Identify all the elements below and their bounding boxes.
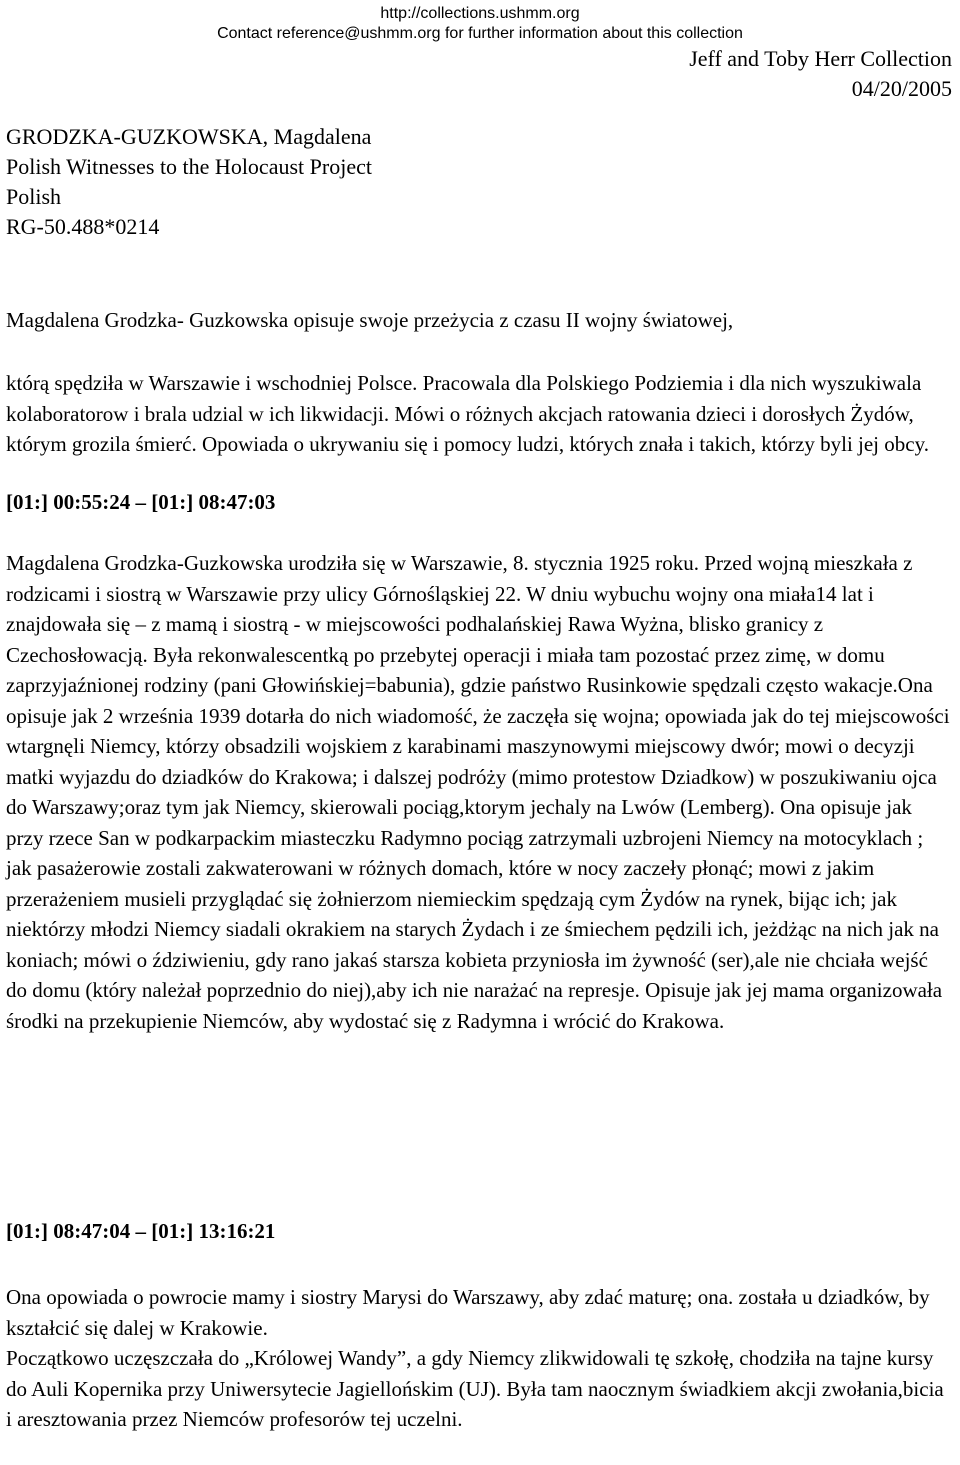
segment-timestamp: [01:] 00:55:24 – [01:] 08:47:03 — [6, 490, 276, 514]
interviewee-name: GRODZKA-GUZKOWSKA, Magdalena — [6, 124, 372, 149]
segment-paragraph: Magdalena Grodzka-Guzkowska urodziła się w Warszawie, 8. stycznia 1925 roku. Przed wojną mieszkała z rodzicami i siostrą w Warszawie przy ulicy Górnośląskiej 22. W dniu wybuchu wojny ona miała14 lat i znajdowała się – z mamą i siostrą - w miejscowości podhalańskiej Rawa Wyżna, blisko granicy z Czechosłowacją. Była rekonwalescentką po przebytej operacji i miała tam pozostać przez zimę, w domu zaprzyjaźnionej rodziny (pani Głowińskiej=babunia), gdzie państwo Rusinkowie spędzali często wakacje.Ona opisuje jak 2 września 1939 dotarła do nich wiadomość, że zaczęła się wojna; opowiada jak do tej miejscowości wtargnęli Niemcy, którzy obsadzili wojskiem z karabinami maszynowymi miejscowy dwór; mowi o decyzji matki wyjazdu do dziadków do Krakowa; i dalszej podróży (mimo protestow Dziadkow) w poszukiwaniu ojca do Warszawy;oraz tym jak Niemcy, skierowali pociąg,ktorym jechaly na Lwów (Lemberg). Ona opisuje jak przy rzece San w podkarpackim miasteczku Radymno pociąg zatrzymali uzbrojeni Niemcy na motocyklach ; jak pasażerowie zostali zakwaterowani w różnych domach, które w nocy zaczeły płonąć; mowi z jakim przerażeniem musieli przyglądać się żołnierzom niemieckim spędzają cym Żydów na rynek, bijąc ich; jak niektórzy młodzi Niemcy siadali okrakiem na starych Żydach i ze śmiechem pędzili ich, jeżdżąc na nich jak na koniach; mówi o ździwieniu, gdy rano jakaś starsza kobieta przyniosła im żywność (ser),ale nie chciała wejść do domu (który należał poprzednio do niej),aby ich nie narażać na represje. Opisuje jak jej mama organizowała środki na przekupienie Niemców, aby wydostać się z Radymna i wrócić do Krakowa. — [6, 551, 950, 1033]
document-date: 04/20/2005 — [851, 76, 952, 101]
segment-text — [6, 1282, 950, 1435]
record-meta — [6, 122, 372, 242]
summary-line-1: Magdalena Grodzka- Guzkowska opisuje swoje przeżycia z czasu II wojny światowej, — [6, 308, 734, 332]
interview-language: Polish — [6, 184, 62, 209]
collection-info — [689, 44, 952, 104]
contact-line: Contact reference@ushmm.org for further information about this collection — [217, 25, 743, 42]
segment-paragraph: Ona opowiada o powrocie mamy i siostry Marysi do Warszawy, aby zdać maturę; ona. została u dziadków, by kształcić się dalej w Krakowie. — [6, 1285, 930, 1340]
record-group-id: RG-50.488*0214 — [6, 214, 160, 239]
collection-url[interactable]: http://collections.ushmm.org — [380, 5, 580, 22]
segment-paragraph: Początkowo uczęszczała do „Królowej Wandy”, a gdy Niemcy zlikwidowali tę szkołę, chodziła na tajne kursy do Auli Kopernika przy Uniwersytecie Jagiellońskim (UJ). Była tam naocznym świadkiem akcji zwołania,bicia i aresztowania przez Niemców profesorów tej uczelni. — [6, 1346, 944, 1431]
segment-timestamp: [01:] 08:47:04 – [01:] 13:16:21 — [6, 1219, 276, 1243]
collection-name: Jeff and Toby Herr Collection — [689, 46, 952, 71]
project-name: Polish Witnesses to the Holocaust Project — [6, 154, 372, 179]
summary-paragraph: którą spędziła w Warszawie i wschodniej Polsce. Pracowala dla Polskiego Podziemia i dla nich wyszukiwala kolaboratorow i brala udzial w ich likwidacji. Mówi o różnych akcjach ratowania dzieci i dorosłych Żydów, którym grozila śmierć. Opowiada o ukrywaniu się i pomocy ludzi, których znała i takich, którzy byli jej obcy. — [6, 371, 929, 456]
page-header — [0, 4, 960, 44]
segment-text — [6, 548, 950, 1036]
